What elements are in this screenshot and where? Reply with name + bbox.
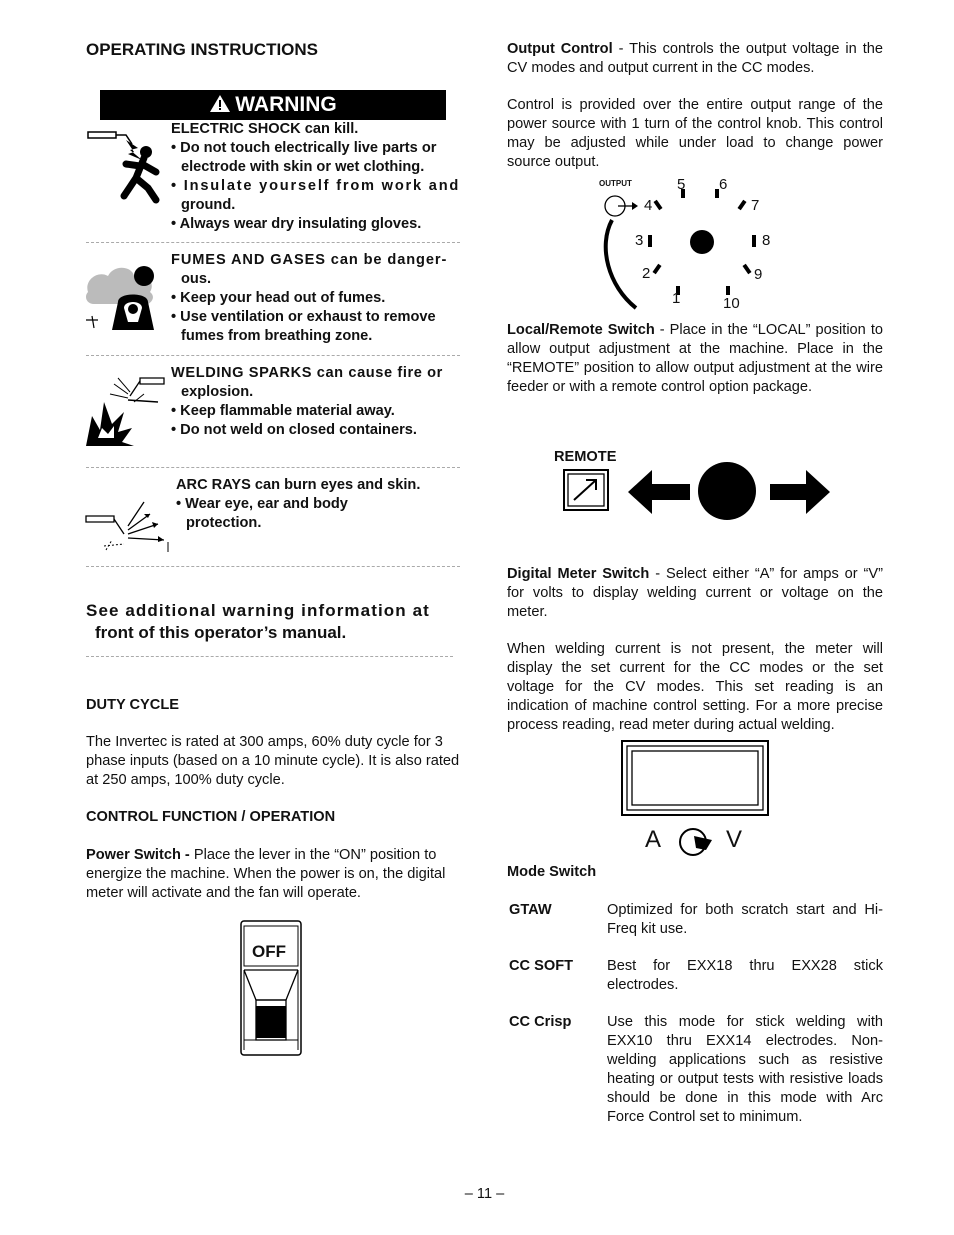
welding-current-text: When welding current is not present, the meter will display the set current for the CC modes or the set voltage for the CV modes. This set reading is an indication of machine control setting. For a more precise process reading, read meter during actual welding. — [507, 641, 883, 733]
warning-title-cont: ous. — [181, 271, 211, 287]
duty-cycle-text: The Invertec is rated at 300 amps, 60% duty cycle for 3 phase inputs (based on a 10 minute cycle). It is also rated at 250 amps, 100% duty cycle. — [86, 734, 460, 788]
power-switch-paragraph — [86, 846, 463, 903]
page-number: – 11 – — [464, 1186, 505, 1202]
dial-tick-7: 7 — [751, 197, 760, 214]
section-heading: OPERATING INSTRUCTIONS — [86, 40, 319, 59]
warning-bullet: • Do not touch electrically live parts or — [171, 140, 437, 156]
meter-selector-knob — [676, 826, 718, 860]
warning-title: FUMES AND GASES can be danger- — [171, 252, 448, 268]
warning-banner — [100, 90, 446, 120]
warning-triangle-icon — [209, 92, 231, 122]
sparks-explosion-icon — [84, 372, 168, 450]
warning-bullet: • Wear eye, ear and body — [176, 496, 348, 512]
mode-desc: Optimized for both scratch start and Hi-Freq kit use. — [607, 902, 883, 937]
divider — [86, 355, 460, 356]
dial-tick-8: 8 — [762, 232, 771, 249]
mode-desc: Best for EXX18 thru EXX28 stick electrodes. — [607, 958, 883, 993]
warning-bullet: • Keep your head out of fumes. — [171, 290, 386, 306]
local-remote-label: Local/Remote Switch — [507, 322, 655, 338]
dial-tick-5: 5 — [677, 176, 686, 193]
warning-bullet-cont: fumes from breathing zone. — [181, 328, 373, 344]
warning-bullet: • Do not weld on closed containers. — [171, 422, 417, 438]
power-switch-text: Place the lever in the “ON” position to energize the machine. When the power is on, the digital meter will activate and the fan will operate. — [86, 847, 446, 901]
warning-title: WELDING SPARKS can cause fire or — [171, 365, 443, 381]
warning-bullet-cont: ground. — [181, 197, 236, 213]
meter-a-label: A — [645, 826, 662, 853]
digital-meter-paragraph — [507, 565, 883, 622]
note-line: front of this operator’s manual. — [95, 623, 347, 642]
dial-tick-4: 4 — [644, 197, 653, 214]
meter-v-label: V — [726, 826, 743, 853]
warning-sparks — [171, 364, 463, 440]
duty-cycle-heading: DUTY CYCLE — [86, 697, 179, 713]
divider — [86, 656, 453, 657]
dial-tick-10: 10 — [723, 295, 740, 312]
power-switch-illustration — [238, 918, 304, 1058]
warning-banner-label: WARNING — [235, 93, 337, 116]
warning-bullet-cont: protection. — [186, 515, 262, 531]
output-control-paragraph — [507, 40, 883, 78]
mode-name: CC Crisp — [509, 1014, 572, 1030]
remote-label: REMOTE — [554, 449, 617, 465]
electric-shock-icon — [86, 126, 168, 202]
dial-tick-1: 1 — [672, 290, 681, 307]
output-range-text: Control is provided over the entire output range of the power source with 1 turn of the control knob. This control may be adjusted while under load to change power source output. — [507, 97, 883, 170]
arc-rays-icon — [84, 494, 172, 554]
output-dial — [588, 176, 788, 316]
output-control-text: - This controls the output voltage in the CV modes and output current in the CC modes. — [507, 41, 883, 76]
local-remote-text: - Place in the “LOCAL” position to allow output adjustment at the machine. Place in the “REMOTE” position to allow output adjustment at the wire feeder or with a remote control option package. — [507, 322, 883, 395]
digital-meter-display — [621, 740, 769, 816]
note-line: See additional warning information at — [86, 601, 430, 620]
warning-bullet-cont: electrode with skin or wet clothing. — [181, 159, 425, 175]
dial-tick-2: 2 — [642, 265, 651, 282]
warning-title-cont: explosion. — [181, 384, 254, 400]
warning-bullet: • Keep flammable material away. — [171, 403, 395, 419]
mode-name: GTAW — [509, 902, 552, 918]
warning-bullet: • Use ventilation or exhaust to remove — [171, 309, 436, 325]
warning-fumes — [171, 251, 463, 346]
mode-desc: Use this mode for stick welding with EXX10 thru EXX14 electrodes. Non-welding applications such as resistive heating or output tests with resistive loads should be done in this mode with Arc Force Control set to minimum. — [607, 1014, 883, 1125]
fumes-icon — [84, 262, 166, 334]
mode-switch-heading: Mode Switch — [507, 864, 597, 880]
control-heading: CONTROL FUNCTION / OPERATION — [86, 809, 336, 825]
remote-switch-illustration — [560, 460, 836, 520]
divider — [86, 467, 460, 468]
digital-meter-text: - Select either “A” for amps or “V” for volts to display welding current or voltage on the meter. — [507, 566, 883, 620]
warning-bullet: • Insulate yourself from work and — [171, 178, 461, 194]
warning-electric-shock — [171, 120, 463, 234]
dial-tick-6: 6 — [719, 176, 728, 193]
dial-tick-3: 3 — [635, 232, 644, 249]
warning-title: ARC RAYS can burn eyes and skin. — [176, 477, 421, 493]
dial-tick-9: 9 — [754, 266, 763, 283]
divider — [86, 242, 460, 243]
warning-arc-rays — [176, 476, 468, 533]
additional-warning-note — [86, 600, 466, 644]
output-control-label: Output Control — [507, 41, 613, 57]
warning-bullet: • Always wear dry insulating gloves. — [171, 216, 422, 232]
local-remote-paragraph — [507, 321, 883, 397]
divider — [86, 566, 460, 567]
warning-title: ELECTRIC SHOCK can kill. — [171, 121, 359, 137]
power-switch-label: Power Switch - — [86, 847, 190, 863]
switch-off-label: OFF — [252, 942, 286, 961]
dial-label: OUTPUT — [599, 179, 632, 188]
mode-name: CC SOFT — [509, 958, 574, 974]
digital-meter-label: Digital Meter Switch — [507, 566, 650, 582]
